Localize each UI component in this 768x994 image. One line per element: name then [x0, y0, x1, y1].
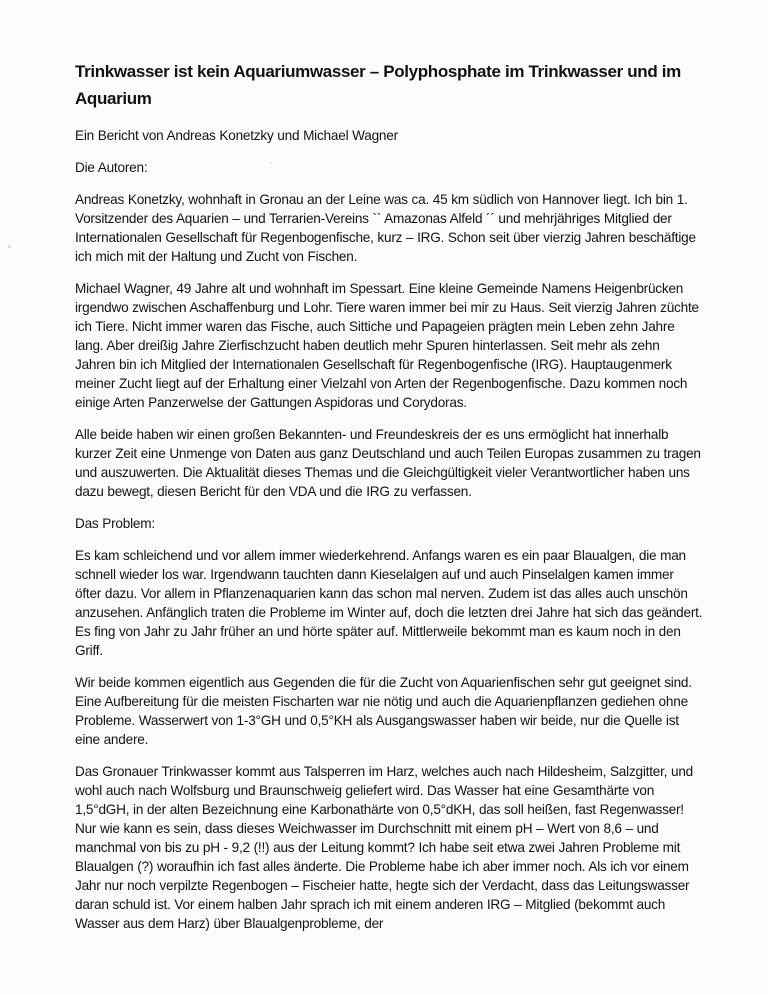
- document-title: Trinkwasser ist kein Aquariumwasser – Polyphosphate im Trinkwasser und im Aquarium: [75, 62, 681, 108]
- paragraph-problem-algae: Es kam schleichend und vor allem immer wiederkehrend. Anfangs waren es ein paar Blaualgen, die man schnell wieder los war. Irgendwann tauchten dann Kieselalgen auf und auch Pinselalgen kamen immer öfter dazu. Vor allem in Pflanzenaquarien kann das schon mal nerven. Zudem ist das alles auch unschön anzusehen. Anfänglich traten die Probleme im Winter auf, doch die letzten drei Jahre hat sich das geändert. Es fing von Jahr zu Jahr früher an und hörte später auf. Mittlerweile bekommt man es kaum noch in den Griff.: [75, 548, 703, 658]
- scan-speck: [8, 245, 11, 248]
- paragraph-problem-gronau-water: Das Gronauer Trinkwasser kommt aus Talsperren im Harz, welches auch nach Hildesheim, Salzgitter, und wohl auch nach Wolfsburg und Braunschweig geliefert wird. Das Wasser hat eine Gesamthärte von 1,5°dGH, in der alten Bezeichnung eine Karbonathärte von 0,5°dKH, das soll heißen, fast Regenwasser! Nur wie kann es sein, dass dieses Weichwasser im Durchschnitt mit einem pH – Wert von 8,6 – und manchmal von bis zu pH - 9,2 (!!) aus der Leitung kommt? Ich habe seit etwa zwei Jahren Probleme mit Blaualgen (?) woraufhin ich fast alles änderte. Die Probleme habe ich aber immer noch. Als ich vor einem Jahr nur noch verpilzte Regenbogen – Fischeier hatte, hegte sich der Verdacht, dass das Leitungswasser daran schuld ist. Vor einem halben Jahr sprach ich mit einem anderen IRG – Mitglied (bekommt auch Wasser aus dem Harz) über Blaualgenprobleme, der: [75, 764, 694, 931]
- section-heading-authors: Die Autoren:: [75, 160, 148, 175]
- paragraph-problem-regions: Wir beide kommen eigentlich aus Gegenden die für die Zucht von Aquarienfischen sehr gut geeignet sind. Eine Aufbereitung für die meisten Fischarten war nie nötig und auch die Aquarienpflanzen gediehen ohne Probleme. Wasserwert von 1-3°GH und 0,5°KH als Ausgangswasser haben wir beide, nur die Quelle ist eine andere.: [75, 675, 692, 747]
- document-content: [75, 58, 703, 946]
- paragraph-author-wagner: Michael Wagner, 49 Jahre alt und wohnhaft im Spessart. Eine kleine Gemeinde Namens Heigenbrücken irgendwo zwischen Aschaffenburg und Lohr. Tiere waren immer bei mir zu Haus. Seit vierzig Jahren züchte ich Tiere. Nicht immer waren das Fische, auch Sittiche und Papageien prägten mein Leben zehn Jahre lang. Aber dreißig Jahre Zierfischzucht haben deutlich mehr Spuren hinterlassen. Seit mehr als zehn Jahren bin ich Mitglied der Internationalen Gesellschaft für Regenbogenfische (IRG). Hauptaugenmerk meiner Zucht liegt auf der Erhaltung einer Vielzahl von Arten der Regenbogenfische. Dazu kommen noch einige Arten Panzerwelse der Gattungen Aspidoras und Corydoras.: [75, 281, 699, 410]
- byline: Ein Bericht von Andreas Konetzky und Michael Wagner: [75, 128, 398, 143]
- section-heading-problem: Das Problem:: [75, 516, 155, 531]
- paragraph-authors-joint: Alle beide haben wir einen großen Bekannten- und Freundeskreis der es uns ermöglicht hat innerhalb kurzer Zeit eine Unmenge von Daten aus ganz Deutschland und auch Teilen Europas zusammen zu tragen und auszuwerten. Die Aktualität dieses Themas und die Gleichgültigkeit vieler Verantwortlicher haben uns dazu bewegt, diesen Bericht für den VDA und die IRG zu verfassen.: [75, 427, 701, 499]
- paragraph-author-konetzky: Andreas Konetzky, wohnhaft in Gronau an der Leine was ca. 45 km südlich von Hannover liegt. Ich bin 1. Vorsitzender des Aquarien – und Terrarien-Vereins `` Amazonas Alfeld ´´ und mehrjähriges Mitglied der Internationalen Gesellschaft für Regenbogenfische, kurz – IRG. Schon seit über vierzig Jahren beschäftige ich mich mit der Haltung und Zucht von Fischen.: [75, 192, 696, 264]
